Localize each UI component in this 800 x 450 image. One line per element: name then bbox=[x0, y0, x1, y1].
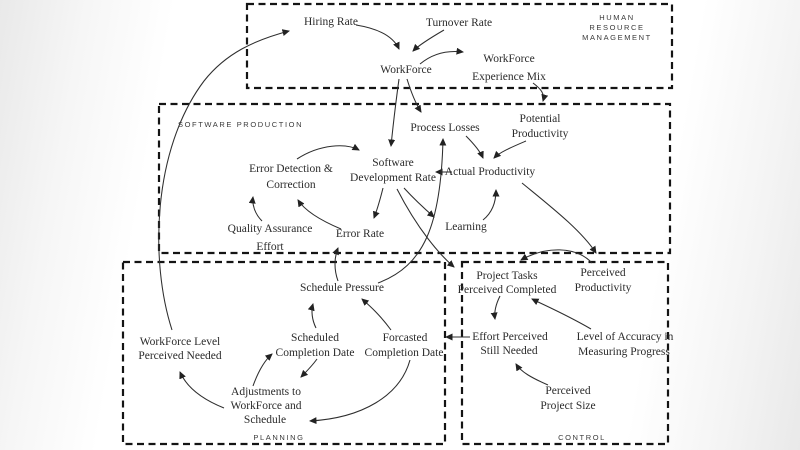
hrm-label-line2: RESOURCE bbox=[589, 23, 645, 32]
node-level-of-accuracy bbox=[577, 331, 674, 358]
node-workforce-level-line1: WorkForce Level bbox=[139, 336, 221, 348]
node-hiring-rate: Hiring Rate bbox=[304, 16, 358, 28]
node-project-tasks-line1: Project Tasks bbox=[476, 270, 538, 282]
node-scheduled-date-line1: Scheduled bbox=[291, 332, 339, 344]
node-level-of-accuracy-line2: Measuring Progress bbox=[578, 346, 670, 358]
arrow-potential-to-actual-productivity bbox=[494, 141, 526, 158]
arrow-forcasted-date-to-adjustments bbox=[310, 360, 410, 421]
node-scheduled-completion-date bbox=[276, 332, 355, 359]
node-turnover-rate: Turnover Rate bbox=[425, 17, 493, 29]
arrow-qa-effort-to-error-detection bbox=[253, 197, 262, 221]
arrow-adjustments-to-scheduled-date bbox=[253, 354, 272, 386]
node-perceived-project-size-line2: Project Size bbox=[540, 400, 596, 412]
arrow-development-rate-to-learning bbox=[404, 188, 434, 217]
node-project-tasks-perceived-completed bbox=[458, 270, 557, 296]
node-schedule-pressure: Schedule Pressure bbox=[300, 282, 384, 294]
node-perceived-productivity-line2: Productivity bbox=[574, 282, 632, 294]
node-perceived-productivity-line1: Perceived bbox=[580, 267, 626, 279]
node-potential-productivity-line2: Productivity bbox=[511, 128, 569, 140]
arrow-experience-mix-to-potential-productivity bbox=[533, 83, 544, 101]
arrow-development-rate-to-error-rate bbox=[374, 188, 383, 218]
node-effort-perceived-line2: Still Needed bbox=[480, 345, 538, 357]
node-error-detection-line1: Error Detection & bbox=[249, 163, 333, 175]
node-qa-effort-line1: Quality Assurance bbox=[227, 223, 313, 235]
node-qa-effort-line2: Effort bbox=[256, 241, 284, 253]
arrow-actual-to-perceived-productivity bbox=[522, 183, 596, 253]
node-potential-productivity bbox=[512, 113, 569, 140]
node-workforce-experience-mix-line2: Experience Mix bbox=[472, 71, 546, 83]
node-level-of-accuracy-line1: Level of Accuracy in bbox=[576, 331, 674, 343]
node-effort-perceived-still-needed bbox=[472, 331, 548, 357]
node-process-losses: Process Losses bbox=[410, 122, 480, 134]
arrow-perceived-project-size-to-effort bbox=[516, 364, 548, 385]
arrow-workforce-to-experience-mix bbox=[420, 52, 463, 65]
arrow-error-detection-to-development-rate bbox=[297, 146, 359, 159]
node-actual-productivity: Actual Productivity bbox=[444, 166, 536, 178]
hrm-label-line3: MANAGEMENT bbox=[582, 33, 652, 42]
arrow-workforce-to-process-losses bbox=[407, 79, 421, 112]
nodes bbox=[138, 16, 673, 426]
node-workforce-experience-mix-line1: WorkForce bbox=[483, 53, 535, 65]
section-label-hrm bbox=[582, 13, 652, 42]
node-learning: Learning bbox=[445, 221, 487, 233]
node-adjustments-line1: Adjustments to bbox=[231, 386, 301, 398]
section-label-planning: PLANNING bbox=[253, 433, 305, 442]
node-perceived-project-size-line1: Perceived bbox=[545, 385, 591, 397]
arrow-hiring-rate-to-workforce bbox=[356, 25, 399, 49]
node-quality-assurance-effort bbox=[228, 223, 313, 253]
arrow-process-losses-to-actual-productivity bbox=[466, 136, 483, 158]
section-label-software-production: SOFTWARE PRODUCTION bbox=[178, 120, 304, 129]
node-perceived-project-size bbox=[540, 385, 595, 412]
node-software-development-rate-line1: Software bbox=[372, 157, 414, 169]
node-workforce: WorkForce bbox=[380, 64, 432, 76]
node-forcasted-date-line1: Forcasted bbox=[382, 332, 428, 344]
node-workforce-level-perceived-needed bbox=[138, 336, 222, 362]
arrow-project-tasks-to-effort-perceived bbox=[495, 296, 500, 319]
node-workforce-level-line2: Perceived Needed bbox=[138, 350, 222, 362]
node-perceived-productivity bbox=[575, 267, 632, 294]
section-label-control: CONTROL bbox=[558, 433, 606, 442]
arrow-level-of-accuracy-to-project-tasks bbox=[532, 299, 591, 329]
node-effort-perceived-line1: Effort Perceived bbox=[472, 331, 548, 343]
node-workforce-experience-mix bbox=[472, 53, 546, 83]
arrow-scheduled-date-to-schedule-pressure bbox=[312, 304, 316, 328]
arrow-turnover-rate-to-workforce bbox=[413, 30, 444, 51]
node-error-detection-line2: Correction bbox=[266, 179, 316, 191]
arrow-adjustments-to-workforce-level bbox=[180, 372, 224, 408]
node-adjustments-line3: Schedule bbox=[243, 414, 287, 426]
node-software-development-rate bbox=[350, 157, 436, 184]
arrows bbox=[159, 25, 596, 421]
node-software-development-rate-line2: Development Rate bbox=[350, 172, 436, 184]
node-adjustments bbox=[231, 386, 302, 426]
node-forcasted-completion-date bbox=[365, 332, 444, 359]
node-adjustments-line2: WorkForce and bbox=[230, 400, 302, 412]
arrow-forcasted-date-to-schedule-pressure bbox=[362, 299, 391, 330]
node-forcasted-date-line2: Completion Date bbox=[364, 347, 444, 359]
node-error-rate: Error Rate bbox=[335, 228, 385, 240]
node-error-detection-correction bbox=[249, 163, 333, 191]
node-potential-productivity-line1: Potential bbox=[519, 113, 561, 125]
node-project-tasks-line2: Perceived Completed bbox=[457, 284, 557, 296]
arrow-learning-to-actual-productivity bbox=[483, 190, 496, 220]
arrow-scheduled-date-to-adjustments bbox=[301, 359, 317, 377]
node-scheduled-date-line2: Completion Date bbox=[275, 347, 355, 359]
hrm-label-line1: HUMAN bbox=[599, 13, 635, 22]
